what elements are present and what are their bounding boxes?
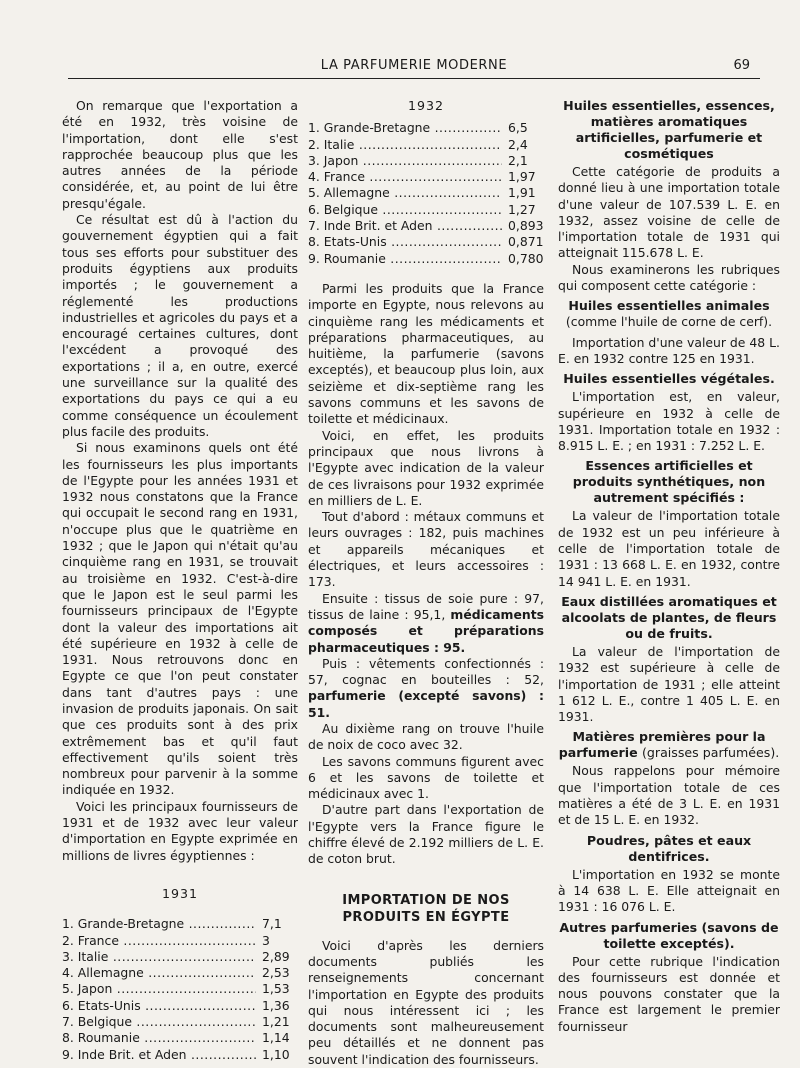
bold-text: médicaments composés et préparations pharmaceutiques : 95. xyxy=(308,606,544,655)
table-row xyxy=(308,137,544,153)
importers-table-1931 xyxy=(62,916,298,1063)
import-value: 1,10 xyxy=(262,1046,290,1062)
table-row xyxy=(308,153,544,169)
column-2 xyxy=(308,98,544,1068)
table-row xyxy=(308,169,544,185)
country-name: 2. France ..... xyxy=(62,933,256,949)
page-number: 69 xyxy=(733,58,750,73)
paragraph: Ensuite : tissus de soie pure : 97, tissus de laine : 95,1, médicaments composés et préparations pharmaceutiques : 95. xyxy=(308,590,544,655)
import-value: 7,1 xyxy=(262,916,282,932)
country-name: 9. Roumanie ..... xyxy=(308,251,502,267)
import-value: 1,21 xyxy=(262,1014,290,1030)
importers-table-1932 xyxy=(308,120,544,267)
column-1 xyxy=(62,98,298,1063)
paragraph: Pour cette rubrique l'indication des fournisseurs est donnée et nous pouvons constater que la France est largement le premier fournisseur xyxy=(558,953,780,1034)
table-year-1931: 1931 xyxy=(161,885,199,901)
subheading: Matières premières pour la parfumerie (graisses parfumées). xyxy=(558,729,780,761)
country-name: 1. Grande-Bretagne ..... xyxy=(308,120,502,136)
table-row xyxy=(62,949,298,965)
table-row xyxy=(62,933,298,949)
paragraph: On remarque que l'exportation a été en 1932, très voisine de l'importation, dont elle s'est rapprochée beaucoup plus que les autres années de la période considérée, et, au point de lui être presqu'égale. xyxy=(62,98,298,211)
country-name: 2. Italie ..... xyxy=(308,137,502,153)
section-heading: IMPORTATION DE NOS PRODUITS EN ÉGYPTE xyxy=(342,892,510,925)
import-value: 0,893 xyxy=(508,218,544,234)
table-row xyxy=(62,1014,298,1030)
subheading-note: (comme l'huile de corne de cerf). xyxy=(565,314,773,330)
paragraph: Nous examinerons les rubriques qui composent cette catégorie : xyxy=(558,261,780,294)
country-name: 4. France ..... xyxy=(308,169,502,185)
import-value: 3 xyxy=(262,932,270,948)
import-value: 2,89 xyxy=(262,948,290,964)
import-value: 2,1 xyxy=(508,152,528,168)
table-row xyxy=(308,251,544,267)
page-header xyxy=(68,58,760,79)
country-name: 4. Allemagne ..... xyxy=(62,965,256,981)
country-name: 3. Japon ..... xyxy=(308,153,502,169)
country-name: 6. Etats-Unis ..... xyxy=(62,998,256,1014)
table-row xyxy=(308,202,544,218)
import-value: 1,27 xyxy=(508,201,536,217)
subheading: Eaux distillées aromatiques et alcoolats de plantes, de fleurs ou de fruits. xyxy=(561,593,777,641)
country-name: 9. Inde Brit. et Aden ..... xyxy=(62,1047,256,1063)
table-row xyxy=(62,998,298,1014)
paragraph: Voici d'après les derniers documents publiés les renseignements concernant l'importation en Egypte des produits qui nous intéressent ici ; les documents sont malheureusement peu détaillés et ne donnent pas souvent l'indication des fournisseurs. xyxy=(308,937,544,1067)
country-name: 5. Japon ..... xyxy=(62,981,256,997)
country-name: 6. Belgique ..... xyxy=(308,202,502,218)
subheading: Huiles essentielles, essences, matières aromatiques artificielles, parfumerie et cosmétiques xyxy=(563,98,775,161)
paragraph: Si nous examinons quels ont été les fournisseurs les plus importants de l'Egypte pour les années 1931 et 1932 nous constatons que la France qui occupait le second rang en 1931, n'occupe plus que le quatrième en 1932 ; que le Japon qui n'était qu'au cinquième rang en 1931, se trouvait au troisième en 1932. C'est-à-dire que le Japon est le seul parmi les fournisseurs principaux de l'Egypte dont la valeur des importations ait été supérieure en 1932 à celle de 1931. Nous retrouvons donc en Egypte ce que l'on peut constater dans tant d'autres pays : une invasion de produits japonais. On sait que ces produits sont à des prix extrêmement bas et qu'il faut effectivement qu'ils soient très nombreux pour parvenir à la somme indiquée en 1932. xyxy=(62,440,298,798)
import-value: 2,4 xyxy=(508,136,528,152)
paragraph: Au dixième rang on trouve l'huile de noix de coco avec 32. xyxy=(308,720,544,753)
import-value: 1,14 xyxy=(262,1030,290,1046)
table-row xyxy=(62,1030,298,1046)
table-row xyxy=(62,965,298,981)
table-row xyxy=(62,1047,298,1063)
country-name: 7. Belgique ..... xyxy=(62,1014,256,1030)
table-row xyxy=(62,981,298,997)
paragraph: Importation d'une valeur de 48 L. E. en 1932 contre 125 en 1931. xyxy=(558,334,780,366)
subheading: Huiles essentielles végétales. xyxy=(563,371,775,387)
import-value: 0,871 xyxy=(508,234,544,250)
country-name: 3. Italie ..... xyxy=(62,949,256,965)
paragraph: Voici les principaux fournisseurs de 1931 et de 1932 avec leur valeur d'importation en Egypte exprimée en millions de livres égyptiennes : xyxy=(62,798,298,863)
import-value: 1,53 xyxy=(262,981,290,997)
paragraph: Tout d'abord : métaux communs et leurs ouvrages : 182, puis machines et appareils mécaniques et électriques, et leurs accessoires : 173. xyxy=(308,509,544,590)
paragraph: L'importation en 1932 se monte à 14 638 L. E. Elle atteignait en 1931 : 16 076 L. E. xyxy=(558,866,780,915)
import-value: 1,91 xyxy=(508,185,536,201)
import-value: 1,36 xyxy=(262,997,290,1013)
table-row xyxy=(62,916,298,932)
import-value: 2,53 xyxy=(262,965,290,981)
country-name: 1. Grande-Bretagne ..... xyxy=(62,916,256,932)
paragraph: Nous rappelons pour mémoire que l'importation totale de ces matières a été de 3 L. E. en 1931 et de 15 L. E. en 1932. xyxy=(558,763,780,828)
paragraph: Cette catégorie de produits a donné lieu à une importation totale d'une valeur de 107.539 L. E. en 1932, assez voisine de celle de l'importation totale de 1931 qui atteignait 115.678 L. E. xyxy=(558,164,780,261)
paragraph: Parmi les produits que la France importe en Egypte, nous relevons au cinquième rang les médicaments et préparations pharmaceutiques, au huitième, la parfumerie (savons exceptés), et beaucoup plus loin, aux seizième et dix-septième rang les savons communs et les savons de toilette et médicinaux. xyxy=(308,280,544,427)
import-value: 0,780 xyxy=(508,250,544,266)
paragraph: Puis : vêtements confectionnés : 57, cognac en bouteilles : 52, parfumerie (excepté savons) : 51. xyxy=(308,655,544,720)
column-3 xyxy=(558,98,780,1035)
paragraph: Les savons communs figurent avec 6 et les savons de toilette et médicinaux avec 1. xyxy=(308,753,544,802)
paragraph: La valeur de l'importation de 1932 est supérieure à celle de l'importation de 1931 ; elle atteint 1 612 L. E., contre 1 405 L. E. en 1931. xyxy=(558,643,780,725)
country-name: 8. Etats-Unis ..... xyxy=(308,234,502,250)
country-name: 7. Inde Brit. et Aden ..... xyxy=(308,218,502,234)
paragraph: Voici, en effet, les produits principaux que nous livrons à l'Egypte avec indication de la valeur de ces livraisons pour 1932 exprimée en milliers de L. E. xyxy=(308,427,544,508)
subheading: Autres parfumeries (savons de toilette exceptés). xyxy=(559,919,779,951)
country-name: 8. Roumanie ..... xyxy=(62,1030,256,1046)
paragraph: La valeur de l'importation totale de 1932 est un peu inférieure à celle de l'importation totale de 1931 : 13 668 L. E. en 1932, contre 14 941 L. E. en 1931. xyxy=(558,508,780,589)
import-value: 1,97 xyxy=(508,169,536,185)
import-value: 6,5 xyxy=(508,120,528,136)
country-name: 5. Allemagne ..... xyxy=(308,185,502,201)
paragraph: L'importation est, en valeur, supérieure en 1932 à celle de 1931. Importation totale en 1932 : 8.915 L. E. ; en 1931 : 7.252 L. E. xyxy=(558,389,780,454)
subheading: Huiles essentielles animales xyxy=(568,298,770,314)
table-year-1932: 1932 xyxy=(407,98,445,113)
subheading: Essences artificielles et produits synthétiques, non autrement spécifiés : xyxy=(572,458,766,506)
paragraph: Ce résultat est dû à l'action du gouvernement égyptien qui a fait tous ses efforts pour substituer des produits égyptiens aux produits importés ; le gouvernement a réglementé les productions industrielles et agricoles du pays et a encouragé certaines cultures, dont l'excédent a provoqué des exportations ; il a, en outre, exercé une surveillance sur la qualité des exportations du pays ce qui a eu comme conséquence un écoulement plus facile des produits. xyxy=(62,212,298,439)
paragraph: D'autre part dans l'exportation de l'Egypte vers la France figure le chiffre élevé de 2.192 milliers de L. E. de coton brut. xyxy=(308,802,544,867)
table-row xyxy=(308,185,544,201)
running-title: LA PARFUMERIE MODERNE xyxy=(320,58,508,73)
bold-text: parfumerie (excepté savons) : 51. xyxy=(308,688,544,720)
table-row xyxy=(308,120,544,136)
table-row xyxy=(308,234,544,250)
table-row xyxy=(308,218,544,234)
subheading: Poudres, pâtes et eaux dentifrices. xyxy=(586,832,752,864)
